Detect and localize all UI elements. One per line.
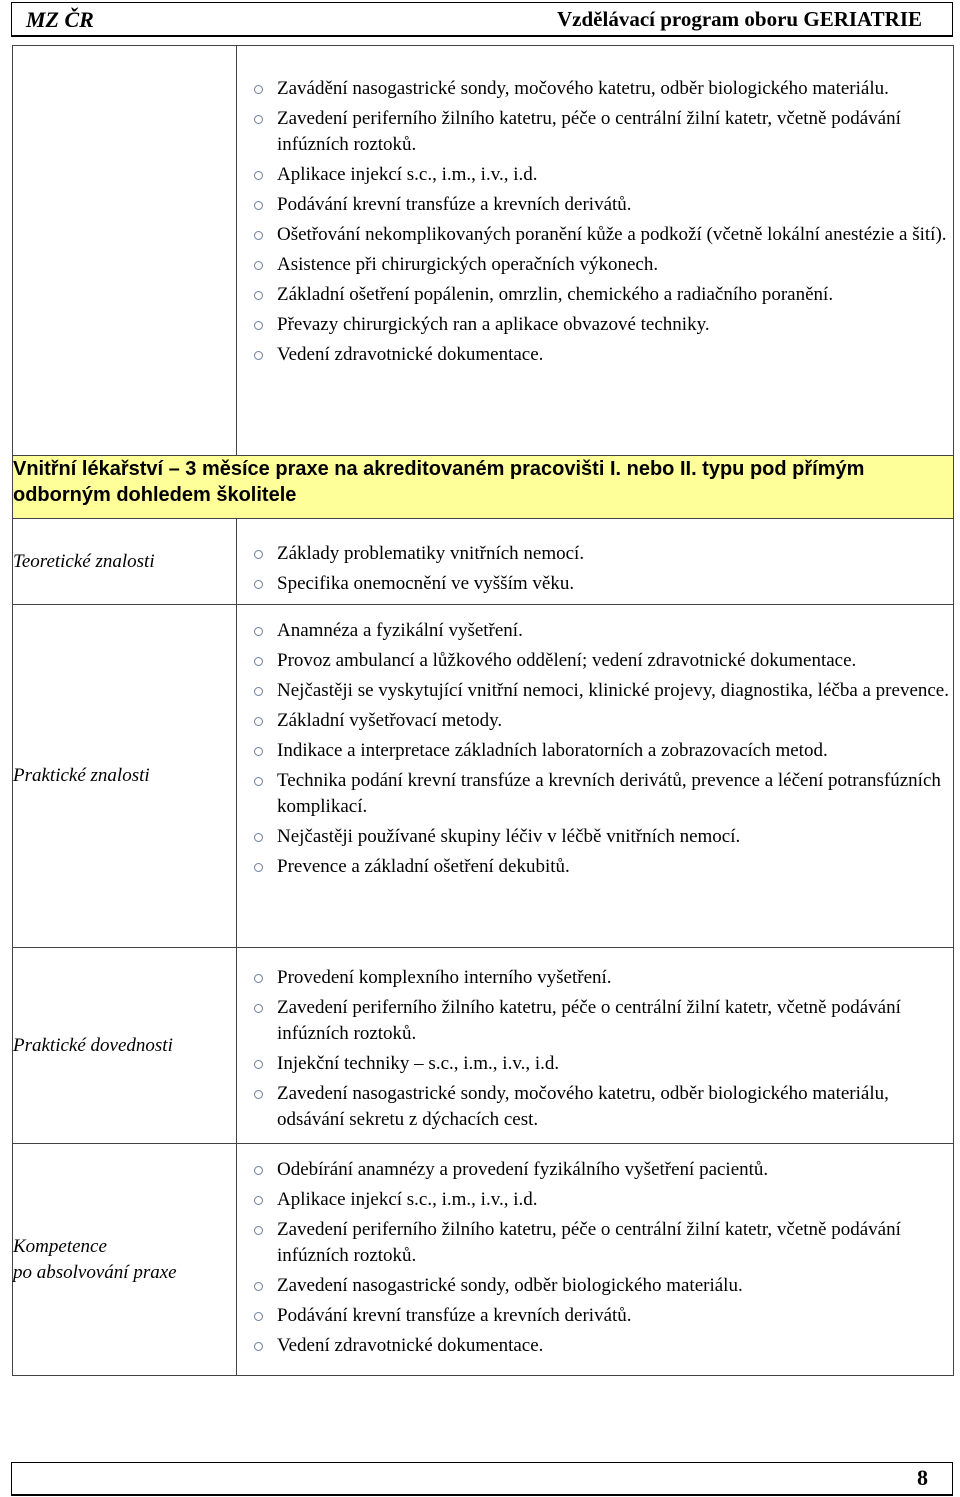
list-item: Provoz ambulancí a lůžkového oddělení; vedení zdravotnické dokumentace. [237, 648, 953, 674]
competence-label-line2: po absolvování praxe [13, 1261, 177, 1283]
list-item: Odebírání anamnézy a provedení fyzikálního vyšetření pacientů. [237, 1157, 953, 1183]
table-row [13, 605, 954, 948]
row-label-practical-knowledge: Praktické znalosti [13, 605, 237, 948]
row-label-competence [13, 1144, 237, 1376]
list-item: Převazy chirurgických ran a aplikace obvazové techniky. [237, 312, 953, 338]
list-item: Provedení komplexního interního vyšetření. [237, 965, 953, 991]
bullet-list [237, 1157, 953, 1359]
competence-label-line1: Kompetence [13, 1235, 107, 1257]
list-item: Vedení zdravotnické dokumentace. [237, 342, 953, 368]
row-content-cell [237, 948, 954, 1144]
list-item: Zavedení nasogastrické sondy, močového katetru, odběr biologického materiálu, odsávání sekretu z dýchacích cest. [237, 1081, 953, 1133]
bullet-list [237, 541, 953, 597]
list-item: Injekční techniky – s.c., i.m., i.v., i.d. [237, 1051, 953, 1077]
list-item: Asistence při chirurgických operačních výkonech. [237, 252, 953, 278]
bullet-list [237, 965, 953, 1133]
curriculum-table [12, 45, 954, 1376]
row-content-cell [237, 519, 954, 605]
list-item: Prevence a základní ošetření dekubitů. [237, 854, 953, 880]
list-item: Základy problematiky vnitřních nemocí. [237, 541, 953, 567]
list-item: Ošetřování nekomplikovaných poranění kůže a podkoží (včetně lokální anestézie a šití). [237, 222, 953, 248]
list-item: Základní vyšetřovací metody. [237, 708, 953, 734]
list-item: Nejčastěji se vyskytující vnitřní nemoci, klinické projevy, diagnostika, léčba a prevence. [237, 678, 953, 704]
list-item: Specifika onemocnění ve vyšším věku. [237, 571, 953, 597]
list-item: Zavedení nasogastrické sondy, odběr biologického materiálu. [237, 1273, 953, 1299]
list-item: Anamnéza a fyzikální vyšetření. [237, 618, 953, 644]
list-item: Podávání krevní transfúze a krevních derivátů. [237, 192, 953, 218]
table-row [13, 519, 954, 605]
page-footer [11, 1462, 953, 1496]
section-title: Vnitřní lékařství – 3 měsíce praxe na akreditovaném pracovišti I. nebo II. typu pod přímým odborným dohledem školitele [13, 456, 954, 519]
page-number: 8 [917, 1465, 928, 1490]
list-item: Zavedení periferního žilního katetru, péče o centrální žilní katetr, včetně podávání infúzních roztoků. [237, 995, 953, 1047]
list-item: Aplikace injekcí s.c., i.m., i.v., i.d. [237, 162, 953, 188]
bullet-list [237, 76, 953, 368]
section-header-row [13, 456, 954, 519]
page-header [11, 2, 953, 37]
list-item: Nejčastěji používané skupiny léčiv v léčbě vnitřních nemocí. [237, 824, 953, 850]
row-content-cell [237, 605, 954, 948]
list-item: Technika podání krevní transfúze a krevních derivátů, prevence a léčení potransfúzních komplikací. [237, 768, 953, 820]
list-item: Vedení zdravotnické dokumentace. [237, 1333, 953, 1359]
row-content-cell [237, 46, 954, 456]
list-item: Zavedení periferního žilního katetru, péče o centrální žilní katetr, včetně podávání infúzních roztoků. [237, 106, 953, 158]
bullet-list [237, 618, 953, 880]
table-row [13, 948, 954, 1144]
header-ministry: MZ ČR [26, 7, 94, 32]
table-row [13, 1144, 954, 1376]
row-label-cell [13, 46, 237, 456]
list-item: Aplikace injekcí s.c., i.m., i.v., i.d. [237, 1187, 953, 1213]
list-item: Podávání krevní transfúze a krevních derivátů. [237, 1303, 953, 1329]
header-program-title: Vzdělávací program oboru GERIATRIE [557, 7, 922, 31]
list-item: Zavádění nasogastrické sondy, močového katetru, odběr biologického materiálu. [237, 76, 953, 102]
table-row [13, 46, 954, 456]
list-item: Zavedení periferního žilního katetru, péče o centrální žilní katetr, včetně podávání infúzních roztoků. [237, 1217, 953, 1269]
list-item: Základní ošetření popálenin, omrzlin, chemického a radiačního poranění. [237, 282, 953, 308]
list-item: Indikace a interpretace základních laboratorních a zobrazovacích metod. [237, 738, 953, 764]
row-content-cell [237, 1144, 954, 1376]
row-label-practical-skills: Praktické dovednosti [13, 948, 237, 1144]
row-label-theory: Teoretické znalosti [13, 519, 237, 605]
